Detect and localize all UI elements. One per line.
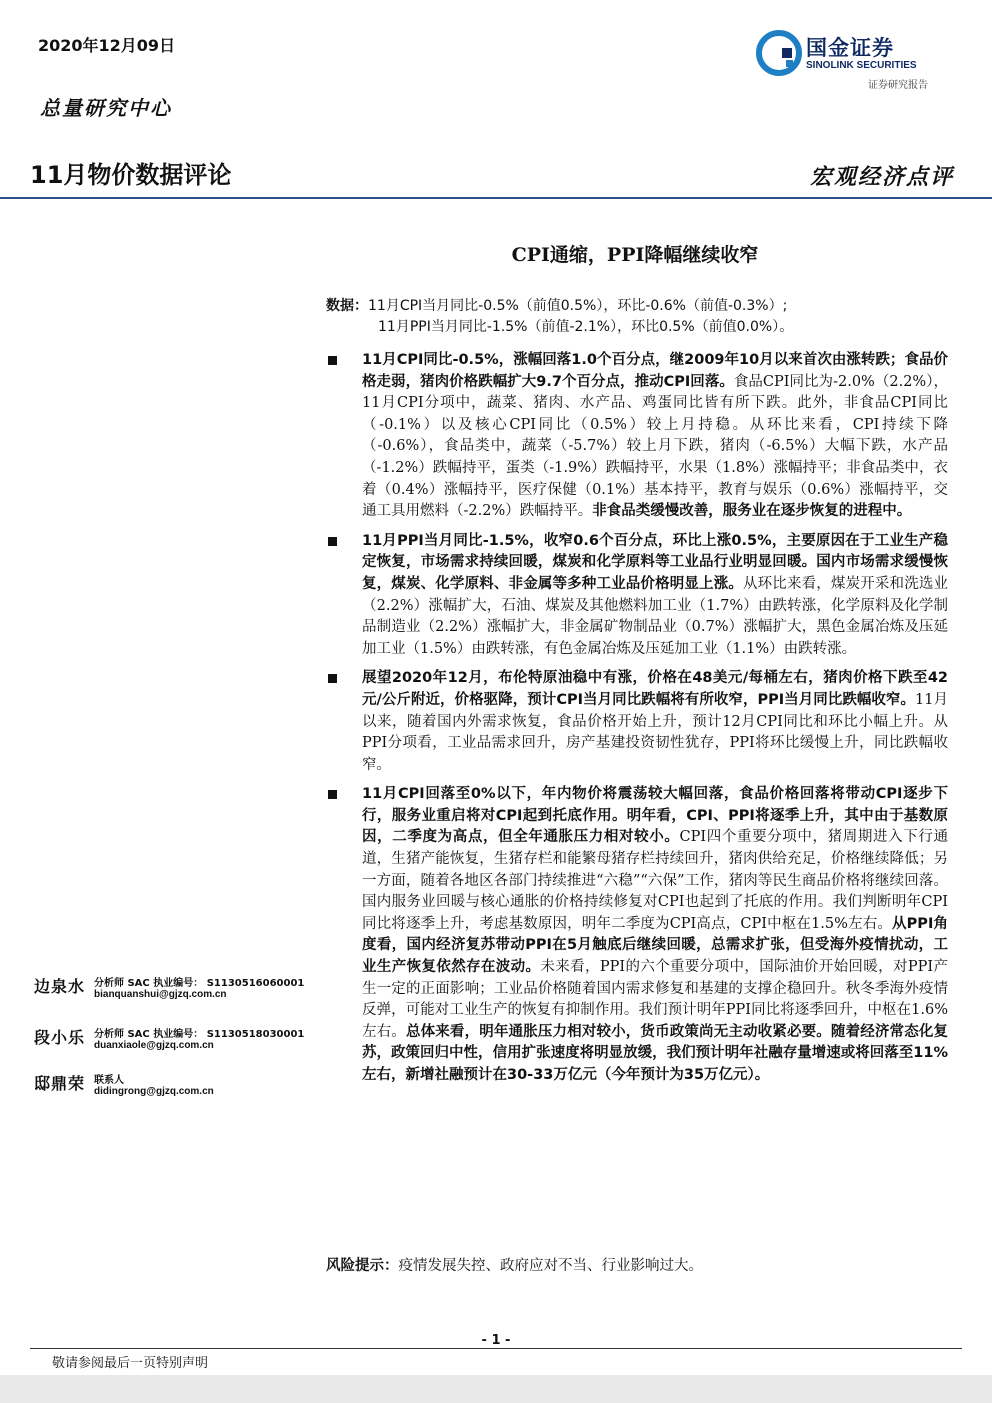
bullet-bold-conclusion: 非食品类缓慢改善，服务业在逐步恢复的进程中。 xyxy=(592,503,912,520)
risk-label: 风险提示： xyxy=(326,1257,399,1274)
bullet-bold-conclusion: 总体来看，明年通胀压力相对较小，货币政策尚无主动收紧必要。随着经济常态化复苏，政策回归中性，信用扩张速度将明显放缓，我们预计明年社融存量增速或将回落至11%左右，新增社融预计在30-33万亿元（今年预计为35万亿元）。 xyxy=(362,1023,949,1083)
analyst-email[interactable]: duanxiaole@gjzq.com.cn xyxy=(94,1040,214,1051)
page-number: - 1 - xyxy=(481,1333,511,1348)
bullet-item xyxy=(326,668,948,776)
bullet-square-icon xyxy=(328,674,337,683)
bullet-list xyxy=(326,350,948,1095)
header-divider xyxy=(0,197,992,199)
page-bottom-band xyxy=(0,1375,992,1403)
research-center-name: 总量研究中心 xyxy=(40,96,172,120)
bullet-bold-text: 展望2020年12月，布伦特原油稳中有涨，价格在48美元/每桶左右，猪肉价格下跌至42元/公斤附近，价格驱降，预计CPI当月同比跌幅将有所收窄，PPI当月同比跌幅收窄。 xyxy=(362,670,948,708)
data-section xyxy=(326,296,946,338)
bullet-square-icon xyxy=(328,790,337,799)
bullet-square-icon xyxy=(328,356,337,365)
analyst-role: 分析师 SAC 执业编号： S1130518030001 xyxy=(94,1029,305,1040)
bullet-bold-middle: 从PPI角度看，国内经济复苏带动PPI在5月触底后继续回暖，总需求扩张，但受海外疫情扰动，工业生产恢复依然存在波动。 xyxy=(362,915,948,976)
logo-mark-icon xyxy=(756,30,802,76)
footer-disclaimer: 敬请参阅最后一页特别声明 xyxy=(52,1356,209,1371)
bullet-bold-text: 11月CPI同比-0.5%，涨幅回落1.0个百分点，继2009年10月以来首次由涨转跌；食品价格走弱，猪肉价格跌幅扩大9.7个百分点，推动CPI回落。 xyxy=(362,352,948,390)
bullet-item xyxy=(326,350,948,523)
analyst-email[interactable]: bianquanshui@gjzq.com.cn xyxy=(94,989,227,1000)
data-line-ppi: 11月PPI当月同比-1.5%（前值-2.1%），环比0.5%（前值0.0%）。 xyxy=(378,319,794,335)
analyst-name: 邸鼎荣 xyxy=(34,1074,86,1093)
company-logo xyxy=(756,30,956,92)
bullet-bold-text: 11月PPI当月同比-1.5%，收窄0.6个百分点，环比上涨0.5%，主要原因在于工业生产稳定恢复，市场需求持续回暖，煤炭和化学原料等工业品行业明显回暖。国内市场需求缓慢恢复，煤炭、化学原料、非金属等多种工业品价格明显上涨。 xyxy=(362,532,948,592)
analyst-role: 分析师 SAC 执业编号： S1130516060001 xyxy=(94,978,305,989)
bullet-body-text: CPI四个重要分项中，猪周期进入下行通道，生猪产能恢复，生猪存栏和能繁母猪存栏持续回升，猪肉供给充足，价格继续降低；另一方面，随着各地区各部门持续推进“六稳”“六保”工作，猪肉等民生商品价格将继续回落。国内服务业回暖与核心通胀的价格持续修复对CPI也起到了托底的作用。我们判断明年CPI同比将逐季上升，考虑基数原因，明年二季度为CPI高点，CPI中枢在1.5%左右。 xyxy=(362,829,949,932)
logo-subtitle: 证券研究报告 xyxy=(868,80,928,91)
bullet-square-icon xyxy=(328,537,337,546)
bullet-body-text: 食品CPI同比为-2.0%（2.2%），11月CPI分项中，蔬菜、猪肉、水产品、鸡蛋同比皆有所下跌。此外，非食品CPI同比（-0.1%）以及核心CPI同比（0.5%）较上月持稳。从环比来看，CPI持续下降（-0.6%），食品类中，蔬菜（-5.7%）较上月下跌，猪肉（-6.5%）大幅下跌，水产品（-1.2%）跌幅持平，蛋类（-1.9%）跌幅持平，水果（1.8%）涨幅持平；非食品类中，衣着（0.4%）涨幅持平，医疗保健（0.1%）基本持平，教育与娱乐（0.6%）涨幅持平，交通工具用燃料（-2.2%）跌幅持平。 xyxy=(362,373,948,520)
data-label: 数据： xyxy=(326,298,368,314)
analyst-role: 联系人 xyxy=(94,1075,124,1086)
bullet-body-text: 从环比来看，煤炭开采和洗选业（2.2%）涨幅扩大，石油、煤炭及其他燃料加工业（1.7%）由跌转涨，化学原料及化学制品制造业（2.2%）涨幅扩大，非金属矿物制品业（0.7%）涨幅扩大，黑色金属冶炼及压延加工业（1.5%）由跌转涨，有色金属冶炼及压延加工业（1.1%）由跌转涨。 xyxy=(362,575,948,657)
risk-warning xyxy=(326,1254,946,1275)
bullet-item xyxy=(326,531,948,661)
headline: CPI通缩，PPI降幅继续收窄 xyxy=(511,244,759,266)
bullet-item xyxy=(326,784,948,1086)
analyst-email[interactable]: didingrong@gjzq.com.cn xyxy=(94,1086,214,1097)
risk-text: 疫情发展失控、政府应对不当、行业影响过大。 xyxy=(398,1258,703,1274)
document-type: 宏观经济点评 xyxy=(809,164,954,190)
footer-divider xyxy=(30,1348,962,1349)
data-line-cpi: 11月CPI当月同比-0.5%（前值0.5%），环比-0.6%（前值-0.3%）; xyxy=(368,298,788,314)
report-date: 2020年12月09日 xyxy=(38,36,176,55)
document-title: 11月物价数据评论 xyxy=(30,161,232,189)
bullet-bold-text: 11月CPI回落至0%以下，年内物价将震荡较大幅回落，食品价格回落将带动CPI逐步下行，服务业重启将对CPI起到托底作用。明年看，CPI、PPI将逐季上升，其中由于基数原因，二季度为高点，但全年通胀压力相对较小。 xyxy=(362,786,948,846)
logo-en-text: SINOLINK SECURITIES xyxy=(806,60,917,71)
bullet-body-text: 11月以来，随着国内外需求恢复，食品价格开始上升，预计12月CPI同比和环比小幅上升。从PPI分项看，工业品需求回升，房产基建投资韧性犹存，PPI将环比缓慢上升，同比跌幅收窄。 xyxy=(362,691,949,773)
analyst-name: 边泉水 xyxy=(34,977,86,996)
logo-cn-text: 国金证券 xyxy=(806,36,894,60)
bullet-body-text-2: 未来看，PPI的六个重要分项中，国际油价开始回暖，对PPI产生一定的正面影响；工业品价格随着国内需求修复和基建的支撑企稳回升。秋冬季海外疫情反弹，可能对工业生产的恢复有抑制作用。我们预计明年PPI同比将逐季回升，中枢在1.6%左右。 xyxy=(362,959,949,1040)
analyst-name: 段小乐 xyxy=(34,1028,86,1047)
